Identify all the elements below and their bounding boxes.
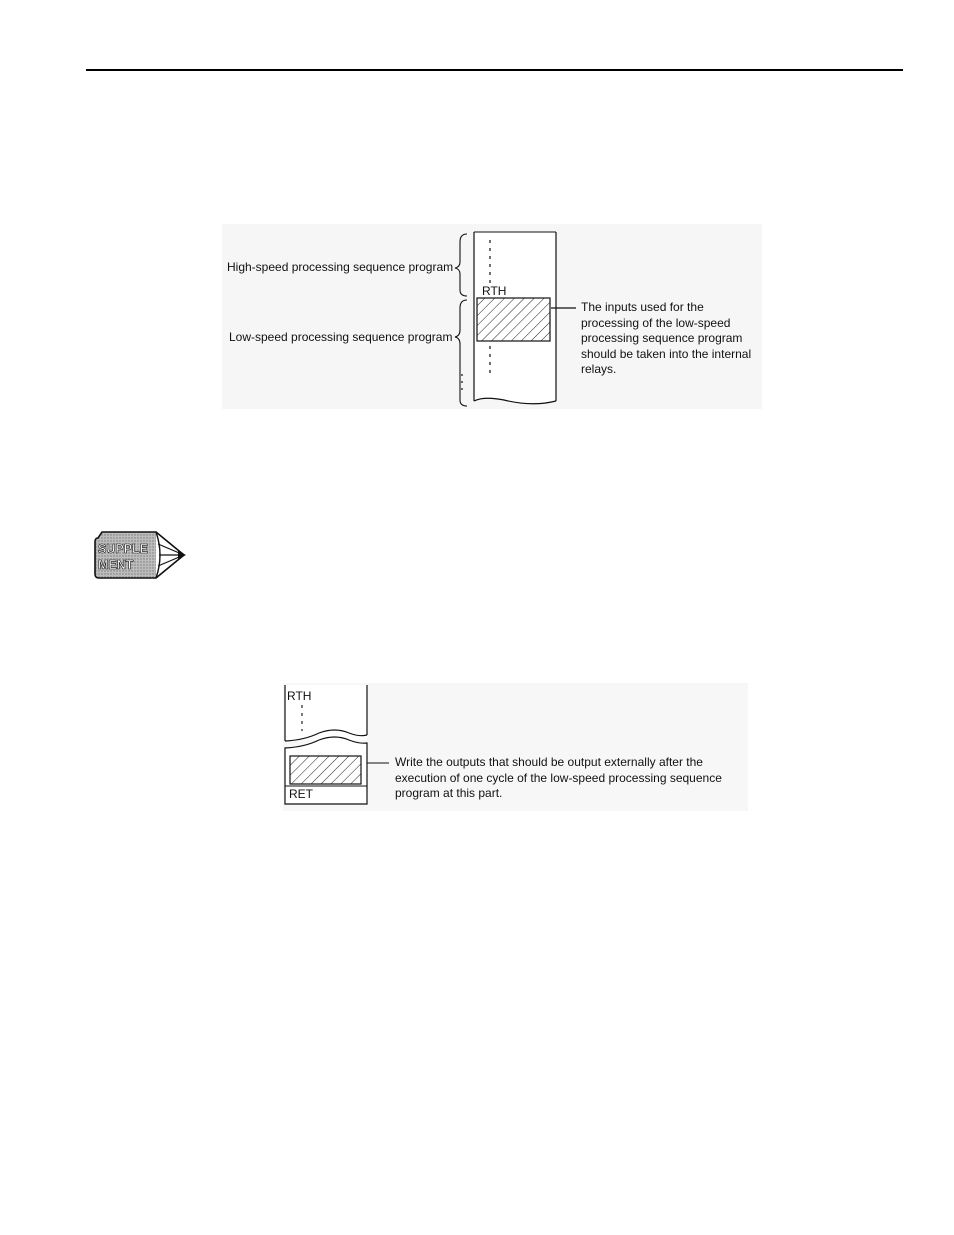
input-note (581, 300, 751, 378)
rth-label: RTH (482, 284, 507, 298)
input-note-line: should be taken into the internal (581, 346, 752, 361)
supplement-pencil-icon (92, 528, 192, 588)
input-note-line: The inputs used for the (581, 300, 704, 314)
low-speed-brace (455, 300, 467, 406)
input-note-line: processing of the low-speed (581, 315, 731, 330)
header-rule (86, 69, 903, 71)
output-note-line: program at this part. (395, 786, 503, 800)
ret-label: RET (289, 787, 313, 801)
output-note-line: execution of one cycle of the low-speed processing sequence (395, 770, 722, 785)
supplement-icon-line2: MENT (98, 558, 134, 572)
rth-label-2: RTH (287, 689, 312, 703)
figure-output-at-ret (283, 683, 748, 811)
low-speed-label: Low-speed processing sequence program (229, 330, 453, 344)
output-note-line: Write the outputs that should be output externally after the (395, 755, 703, 769)
pencil-icon (92, 528, 192, 588)
input-area-hatched-box (477, 298, 550, 341)
high-speed-brace (455, 234, 467, 296)
output-note (395, 755, 722, 802)
input-note-line: processing sequence program (581, 331, 743, 345)
supplement-icon-line1: SUPPLE (98, 542, 149, 556)
figure-high-low-speed-program (222, 224, 762, 409)
output-area-hatched-box (290, 756, 361, 784)
high-speed-label: High-speed processing sequence program (227, 260, 454, 274)
input-note-line: relays. (581, 362, 617, 376)
